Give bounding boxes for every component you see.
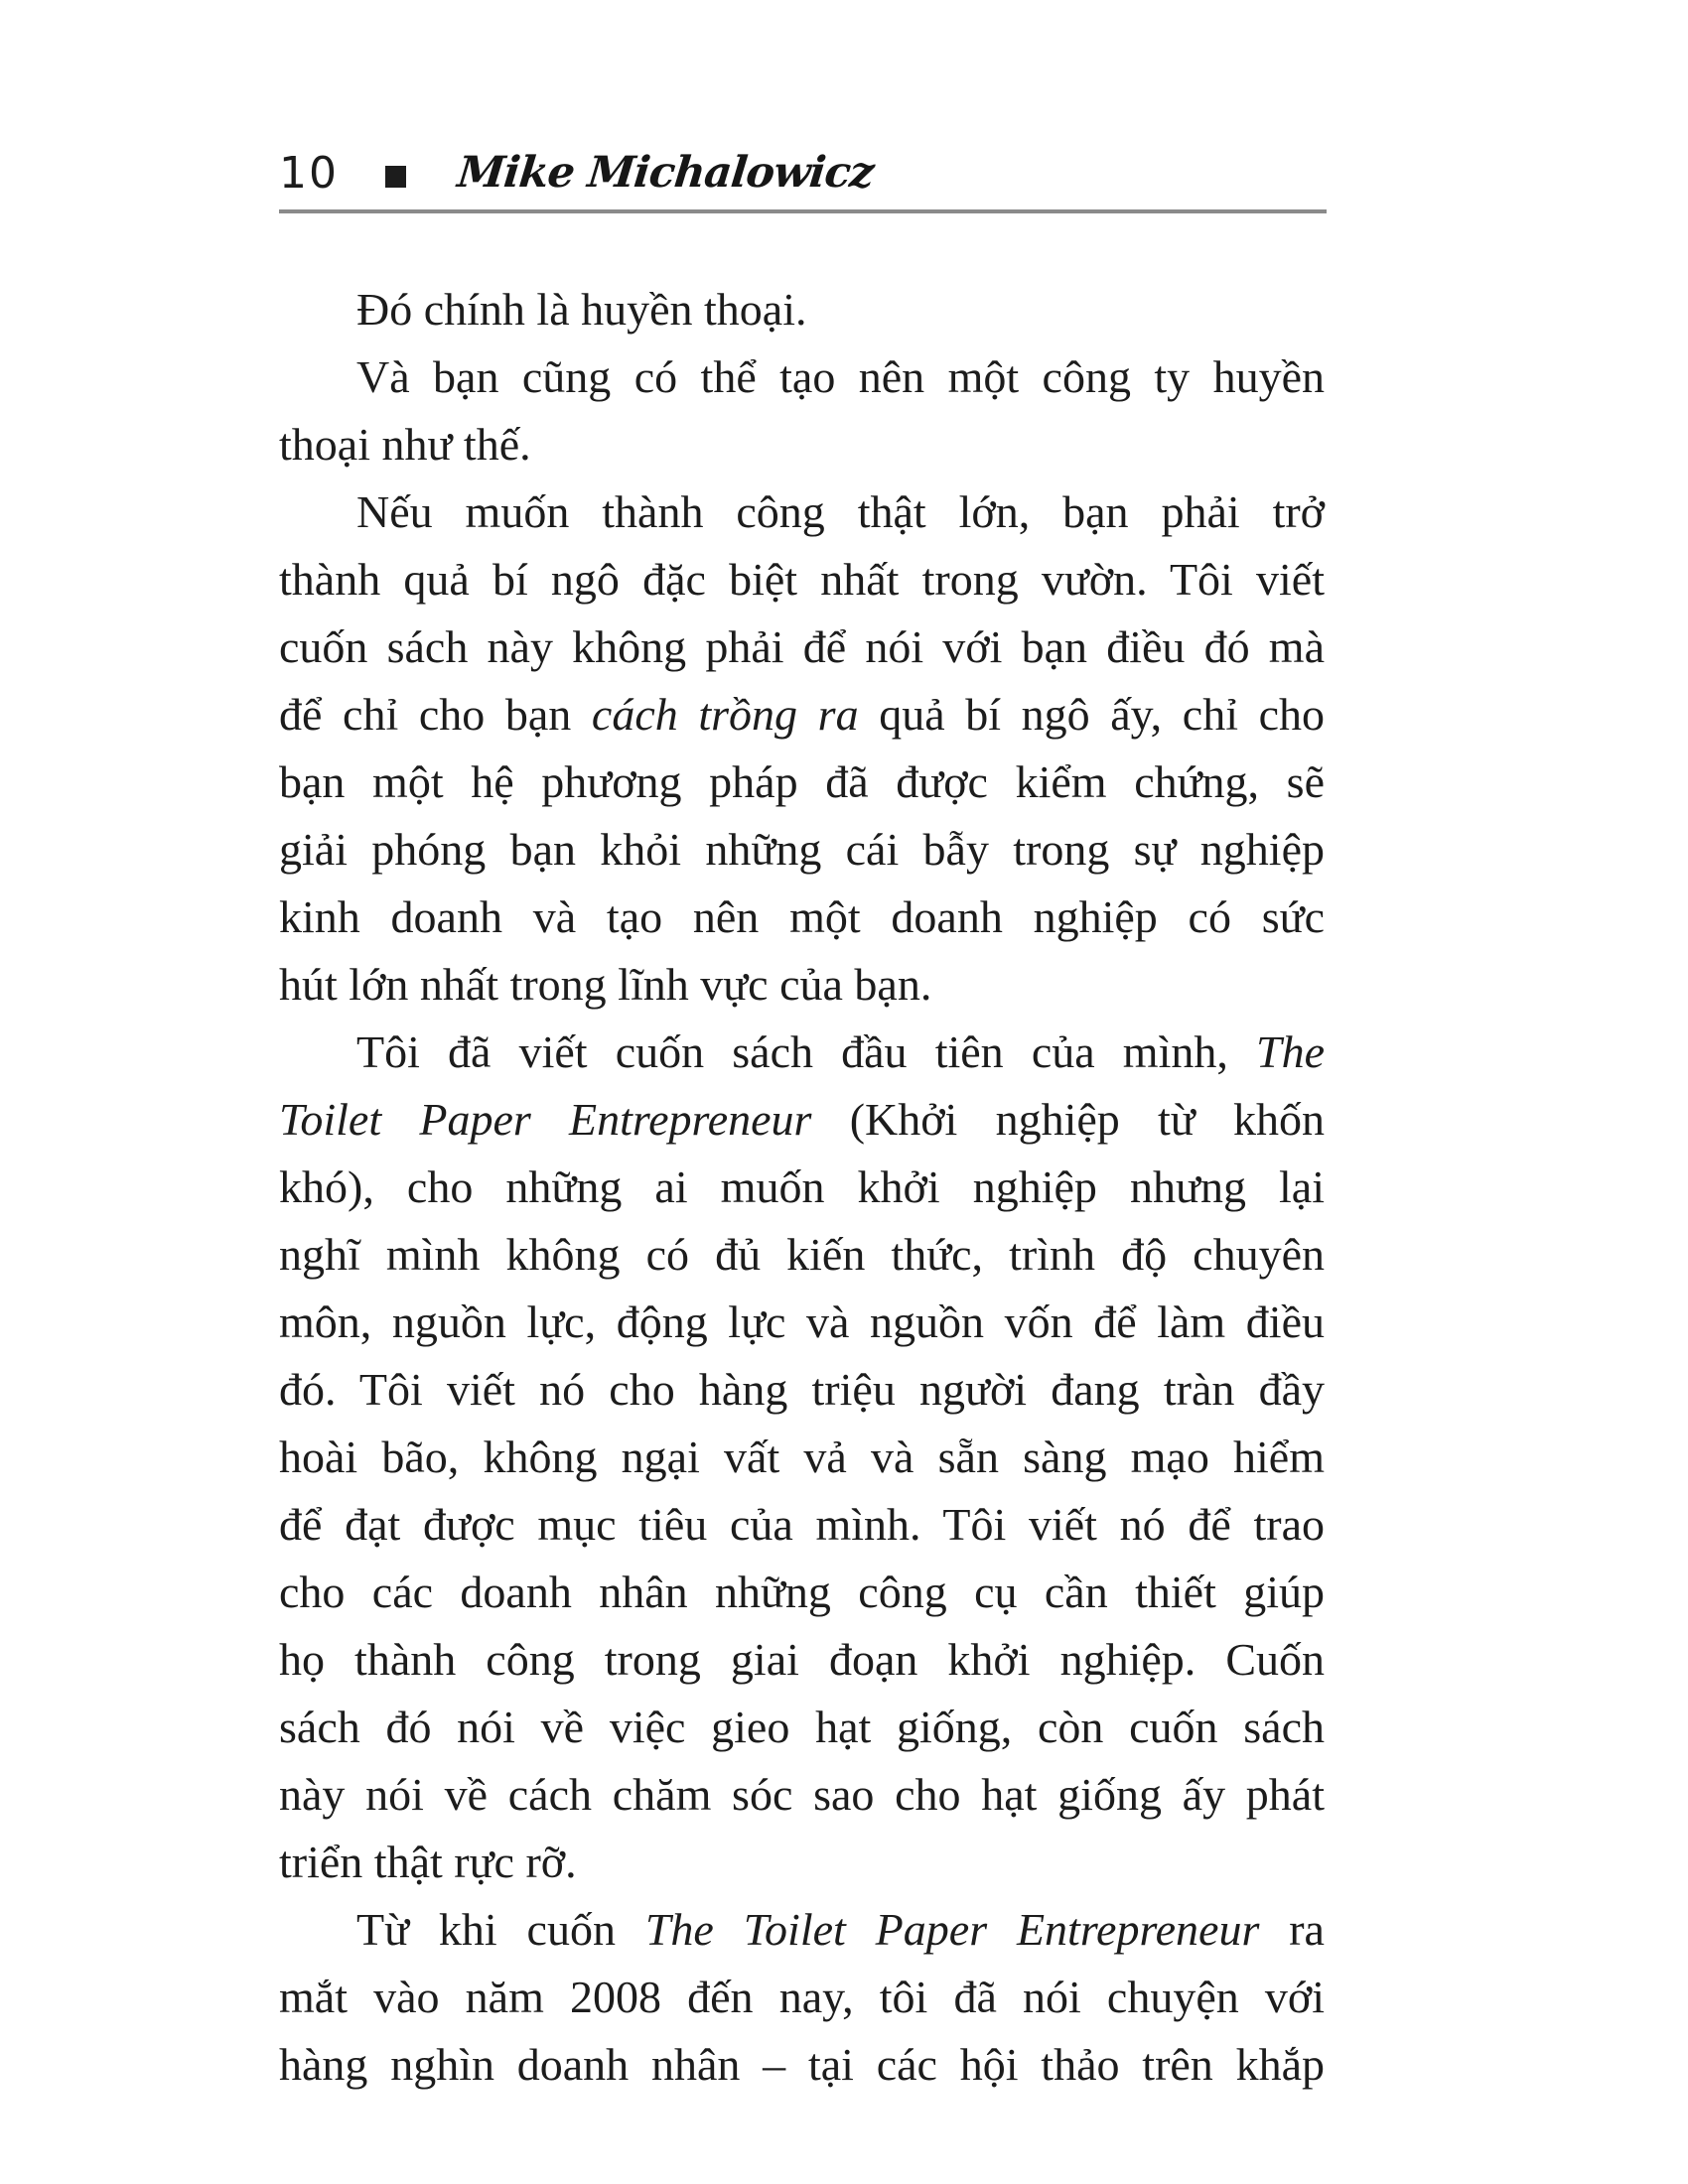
text-segment: để chỉ cho bạn bbox=[279, 689, 592, 740]
text-line bbox=[279, 1221, 1325, 1289]
text-segment: Nếu muốn thành công thật lớn, bạn phải trở bbox=[356, 486, 1325, 537]
text-segment: sách đó nói về việc gieo hạt giống, còn cuốn sách bbox=[279, 1702, 1325, 1752]
text-segment: hút lớn nhất trong lĩnh vực của bạn. bbox=[279, 959, 932, 1010]
italic-text-segment: The Toilet Paper Entrepreneur bbox=[644, 1904, 1260, 1955]
text-segment: giải phóng bạn khỏi những cái bẫy trong sự nghiệp bbox=[279, 824, 1325, 875]
text-segment: bạn một hệ phương pháp đã được kiểm chứng, sẽ bbox=[279, 756, 1325, 807]
text-segment: khó), cho những ai muốn khởi nghiệp nhưng lại bbox=[279, 1161, 1325, 1212]
text-segment: môn, nguồn lực, động lực và nguồn vốn để làm điều bbox=[279, 1297, 1325, 1347]
paragraph bbox=[279, 276, 1325, 343]
text-line bbox=[279, 1626, 1325, 1694]
text-line bbox=[279, 1491, 1325, 1559]
text-line bbox=[279, 1694, 1325, 1761]
italic-text-segment: Toilet Paper Entrepreneur bbox=[279, 1094, 812, 1145]
author-name: Mike Michalowicz bbox=[455, 148, 876, 198]
text-line bbox=[279, 1424, 1325, 1491]
text-line bbox=[279, 343, 1325, 411]
italic-text-segment: cách trồng ra bbox=[591, 689, 859, 740]
text-segment: hàng nghìn doanh nhân – tại các hội thảo trên khắp bbox=[279, 2039, 1325, 2090]
text-segment: Từ khi cuốn bbox=[356, 1904, 645, 1955]
text-segment: thoại như thế. bbox=[279, 419, 531, 470]
text-line bbox=[279, 1829, 1325, 1896]
text-segment: họ thành công trong giai đoạn khởi nghiệp. Cuốn bbox=[279, 1634, 1325, 1685]
paragraph bbox=[279, 343, 1325, 478]
text-line bbox=[279, 816, 1325, 884]
text-segment: hoài bão, không ngại vất vả và sẵn sàng mạo hiểm bbox=[279, 1432, 1325, 1482]
text-line bbox=[279, 1964, 1325, 2031]
text-segment: Và bạn cũng có thể tạo nên một công ty huyền bbox=[356, 351, 1325, 402]
paragraph bbox=[279, 478, 1325, 1019]
text-line bbox=[279, 1896, 1325, 1964]
text-segment: mắt vào năm 2008 đến nay, tôi đã nói chuyện với bbox=[279, 1972, 1325, 2022]
text-line bbox=[279, 276, 1325, 343]
header-divider bbox=[279, 209, 1327, 213]
text-line bbox=[279, 749, 1325, 816]
square-bullet-icon bbox=[385, 166, 406, 188]
text-line bbox=[279, 1019, 1325, 1086]
text-segment: quả bí ngô ấy, chỉ cho bbox=[858, 689, 1326, 740]
page-number: 10 bbox=[279, 147, 339, 199]
text-line bbox=[279, 1356, 1325, 1424]
text-segment: nghĩ mình không có đủ kiến thức, trình độ chuyên bbox=[279, 1229, 1325, 1280]
text-segment: thành quả bí ngô đặc biệt nhất trong vườn. Tôi viết bbox=[279, 554, 1325, 605]
italic-text-segment: The bbox=[1256, 1026, 1325, 1077]
text-line bbox=[279, 546, 1325, 614]
text-segment: này nói về cách chăm sóc sao cho hạt giống ấy phát bbox=[279, 1769, 1325, 1820]
text-line bbox=[279, 411, 1325, 478]
text-segment: cho các doanh nhân những công cụ cần thiết giúp bbox=[279, 1567, 1325, 1617]
text-line bbox=[279, 884, 1325, 951]
text-line bbox=[279, 1289, 1325, 1356]
text-segment: cuốn sách này không phải để nói với bạn điều đó mà bbox=[279, 621, 1325, 672]
paragraph bbox=[279, 1896, 1325, 2099]
text-segment: đó. Tôi viết nó cho hàng triệu người đang tràn đầy bbox=[279, 1364, 1325, 1415]
text-segment: kinh doanh và tạo nên một doanh nghiệp có sức bbox=[279, 891, 1325, 942]
text-line bbox=[279, 1761, 1325, 1829]
text-segment: (Khởi nghiệp từ khốn bbox=[811, 1094, 1325, 1145]
text-line bbox=[279, 681, 1325, 749]
text-line bbox=[279, 478, 1325, 546]
text-segment: Tôi đã viết cuốn sách đầu tiên của mình, bbox=[356, 1026, 1256, 1077]
text-segment: Đó chính là huyền thoại. bbox=[356, 284, 807, 335]
paragraph bbox=[279, 1019, 1325, 1896]
text-segment: để đạt được mục tiêu của mình. Tôi viết nó để trao bbox=[279, 1499, 1325, 1550]
text-line bbox=[279, 1559, 1325, 1626]
text-segment: ra bbox=[1259, 1904, 1325, 1955]
text-line bbox=[279, 614, 1325, 681]
page-header bbox=[279, 147, 876, 199]
text-line bbox=[279, 1086, 1325, 1154]
text-line bbox=[279, 1154, 1325, 1221]
text-line bbox=[279, 2031, 1325, 2099]
text-line bbox=[279, 951, 1325, 1019]
text-segment: triển thật rực rỡ. bbox=[279, 1837, 577, 1887]
text-block bbox=[279, 276, 1325, 2099]
